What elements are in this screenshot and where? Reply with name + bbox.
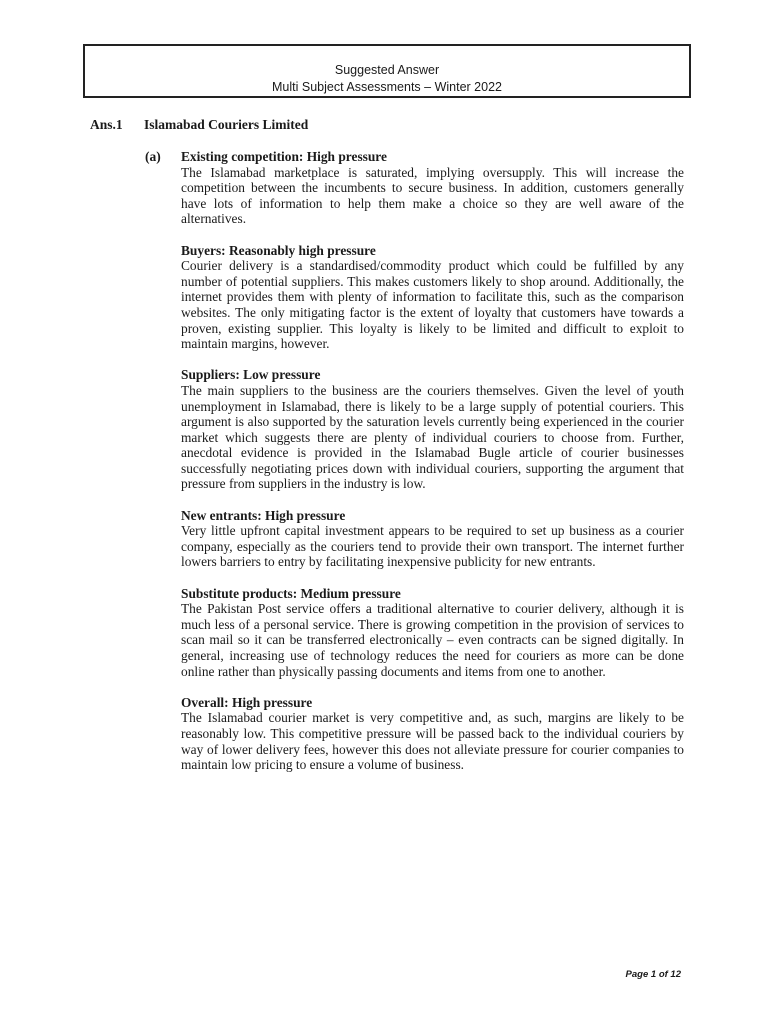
section-heading: Substitute products: Medium pressure bbox=[181, 585, 401, 601]
header-box bbox=[83, 44, 691, 98]
section-heading: Overall: High pressure bbox=[181, 694, 313, 710]
part-label: (a) bbox=[145, 149, 161, 164]
section-buyers bbox=[181, 243, 684, 352]
question-heading bbox=[90, 117, 308, 133]
section-existing-competition bbox=[181, 149, 684, 227]
section-suppliers bbox=[181, 367, 684, 492]
section-heading: Suppliers: Low pressure bbox=[181, 367, 321, 383]
section-new-entrants bbox=[181, 508, 684, 570]
section-overall bbox=[181, 695, 684, 773]
page-number: Page 1 of 12 bbox=[625, 969, 681, 980]
section-substitute-products bbox=[181, 586, 684, 680]
question-title: Islamabad Couriers Limited bbox=[144, 117, 309, 132]
header-subtitle: Multi Subject Assessments – Winter 2022 bbox=[272, 80, 502, 94]
header-title: Suggested Answer bbox=[334, 63, 440, 77]
section-heading: Buyers: Reasonably high pressure bbox=[181, 242, 376, 258]
section-text: Very little upfront capital investment appears to be required to set up business as a courier company, especially as the couriers tend to provide their own transport. The internet further lowers barriers to entry by facilitating inexpensive publicity for new entrants. bbox=[181, 523, 684, 570]
section-text: The Islamabad courier market is very competitive and, as such, margins are likely to be reasonably low. This competitive pressure will be passed back to the individual couriers by way of lower delivery fees, however this does not alleviate pressure for courier companies to maintain low pricing to ensure a volume of business. bbox=[181, 710, 684, 773]
question-number: Ans.1 bbox=[90, 117, 123, 132]
answer-body bbox=[181, 149, 684, 788]
section-text: The main suppliers to the business are the couriers themselves. Given the level of youth unemployment in Islamabad, there is likely to be a large supply of potential couriers. This argument is also supported by the saturation levels currently being experienced in the courier market which suggests there are plenty of individual couriers to choose from. Further, anecdotal evidence is provided in the Islamabad Bugle article of courier businesses successfully negotiating prices down with individual couriers, supporting the argument that pressure from suppliers in the industry is low. bbox=[181, 382, 684, 492]
section-text: The Islamabad marketplace is saturated, implying oversupply. This will increase the competition between the incumbents to secure business. In addition, customers generally have lots of information to help them make a choice so they are well aware of the alternatives. bbox=[181, 164, 684, 227]
section-text: The Pakistan Post service offers a traditional alternative to courier delivery, although it is much less of a personal service. There is growing competition in the provision of services to scan mail so it can be transferred electronically – even contracts can be signed digitally. In general, increasing use of technology reduces the need for couriers as more can be done online rather than physically passing documents and items from one to another. bbox=[181, 601, 684, 679]
section-heading: Existing competition: High pressure bbox=[181, 149, 387, 164]
section-heading: New entrants: High pressure bbox=[181, 507, 346, 523]
section-text: Courier delivery is a standardised/commodity product which could be fulfilled by any number of potential suppliers. This makes customers likely to shop around. Additionally, the internet provides them with plenty of information to facilitate this, such as the comparison websites. The only mitigating factor is the extent of loyalty that customers have towards a proven, existing supplier. This loyalty is likely to be limited and difficult to exploit to maintain margins, however. bbox=[181, 258, 684, 352]
